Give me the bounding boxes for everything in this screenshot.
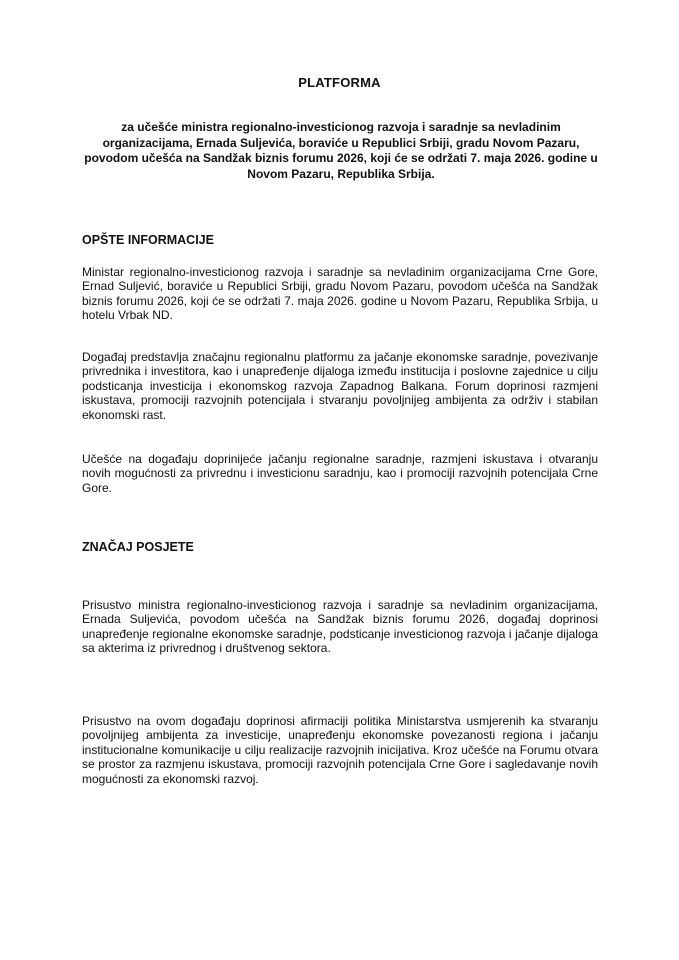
paragraph: Prisustvo ministra regionalno-investicionog razvoja i saradnje sa nevladinim organizacijama, Ernada Suljevića, povodom učešća na Sandžak biznis forumu 2026, događaj doprinosi unapređenje regionalne ekonomske saradnje, podsticanje investicionog razvoja i jačanje dijaloga sa akterima iz privrednog i društvenog sektora. [82,598,598,656]
document-title: PLATFORMA [298,75,381,90]
document-subtitle: za učešće ministra regionalno-investicionog razvoja i saradnje sa nevladinim organizacijama, Ernada Suljevića, boraviće u Republici Srbiji, gradu Novom Pazaru, povodom učešća na Sandžak biznis forumu 2026, koji će se održati 7. maja 2026. godine u Novom Pazaru, Republika Srbija. [84,120,598,181]
paragraph: Prisustvo na ovom događaju doprinosi afirmaciji politika Ministarstva usmjerenih ka stvaranju povoljnijeg ambijenta za investicije, unapređenju ekonomske povezanosti regiona i jačanju institucionalne komunikacije u cilju realizacije razvojnih inicijativa. Kroz učešće na Forumu otvara se prostor za razmjenu iskustava, promociji razvojnih potencijala Crne Gore i sagledavanje novih mogućnosti za ekonomski razvoj. [82,714,598,786]
paragraph: Događaj predstavlja značajnu regionalnu platformu za jačanje ekonomske saradnje, povezivanje privrednika i investitora, kao i unapređenje dijaloga između institucija i poslovne zajednice u cilju podsticanja investicija i ekonomskog razvoja Zapadnog Balkana. Forum doprinosi razmjeni iskustava, promociji razvojnih potencijala i stvaranju povoljnijeg ambijenta za održiv i stabilan ekonomski rast. [82,350,598,422]
paragraph: Ministar regionalno-investicionog razvoja i saradnje sa nevladinim organizacijama Crne Gore, Ernad Suljević, boraviće u Republici Srbiji, gradu Novom Pazaru, povodom učešća na Sandžak biznis forumu 2026, koji će se održati 7. maja 2026. godine u Novom Pazaru, Republika Srbija, u hotelu Vrbak ND. [82,265,598,323]
paragraph: Učešće na događaju doprinijeće jačanju regionalne saradnje, razmjeni iskustava i otvaranju novih mogućnosti za privrednu i investicionu saradnju, kao i promociji razvojnih potencijala Crne Gore. [82,452,598,495]
section-heading-general-info: OPŠTE INFORMACIJE [82,233,214,247]
section-heading-visit-significance: ZNAČAJ POSJETE [82,540,194,554]
